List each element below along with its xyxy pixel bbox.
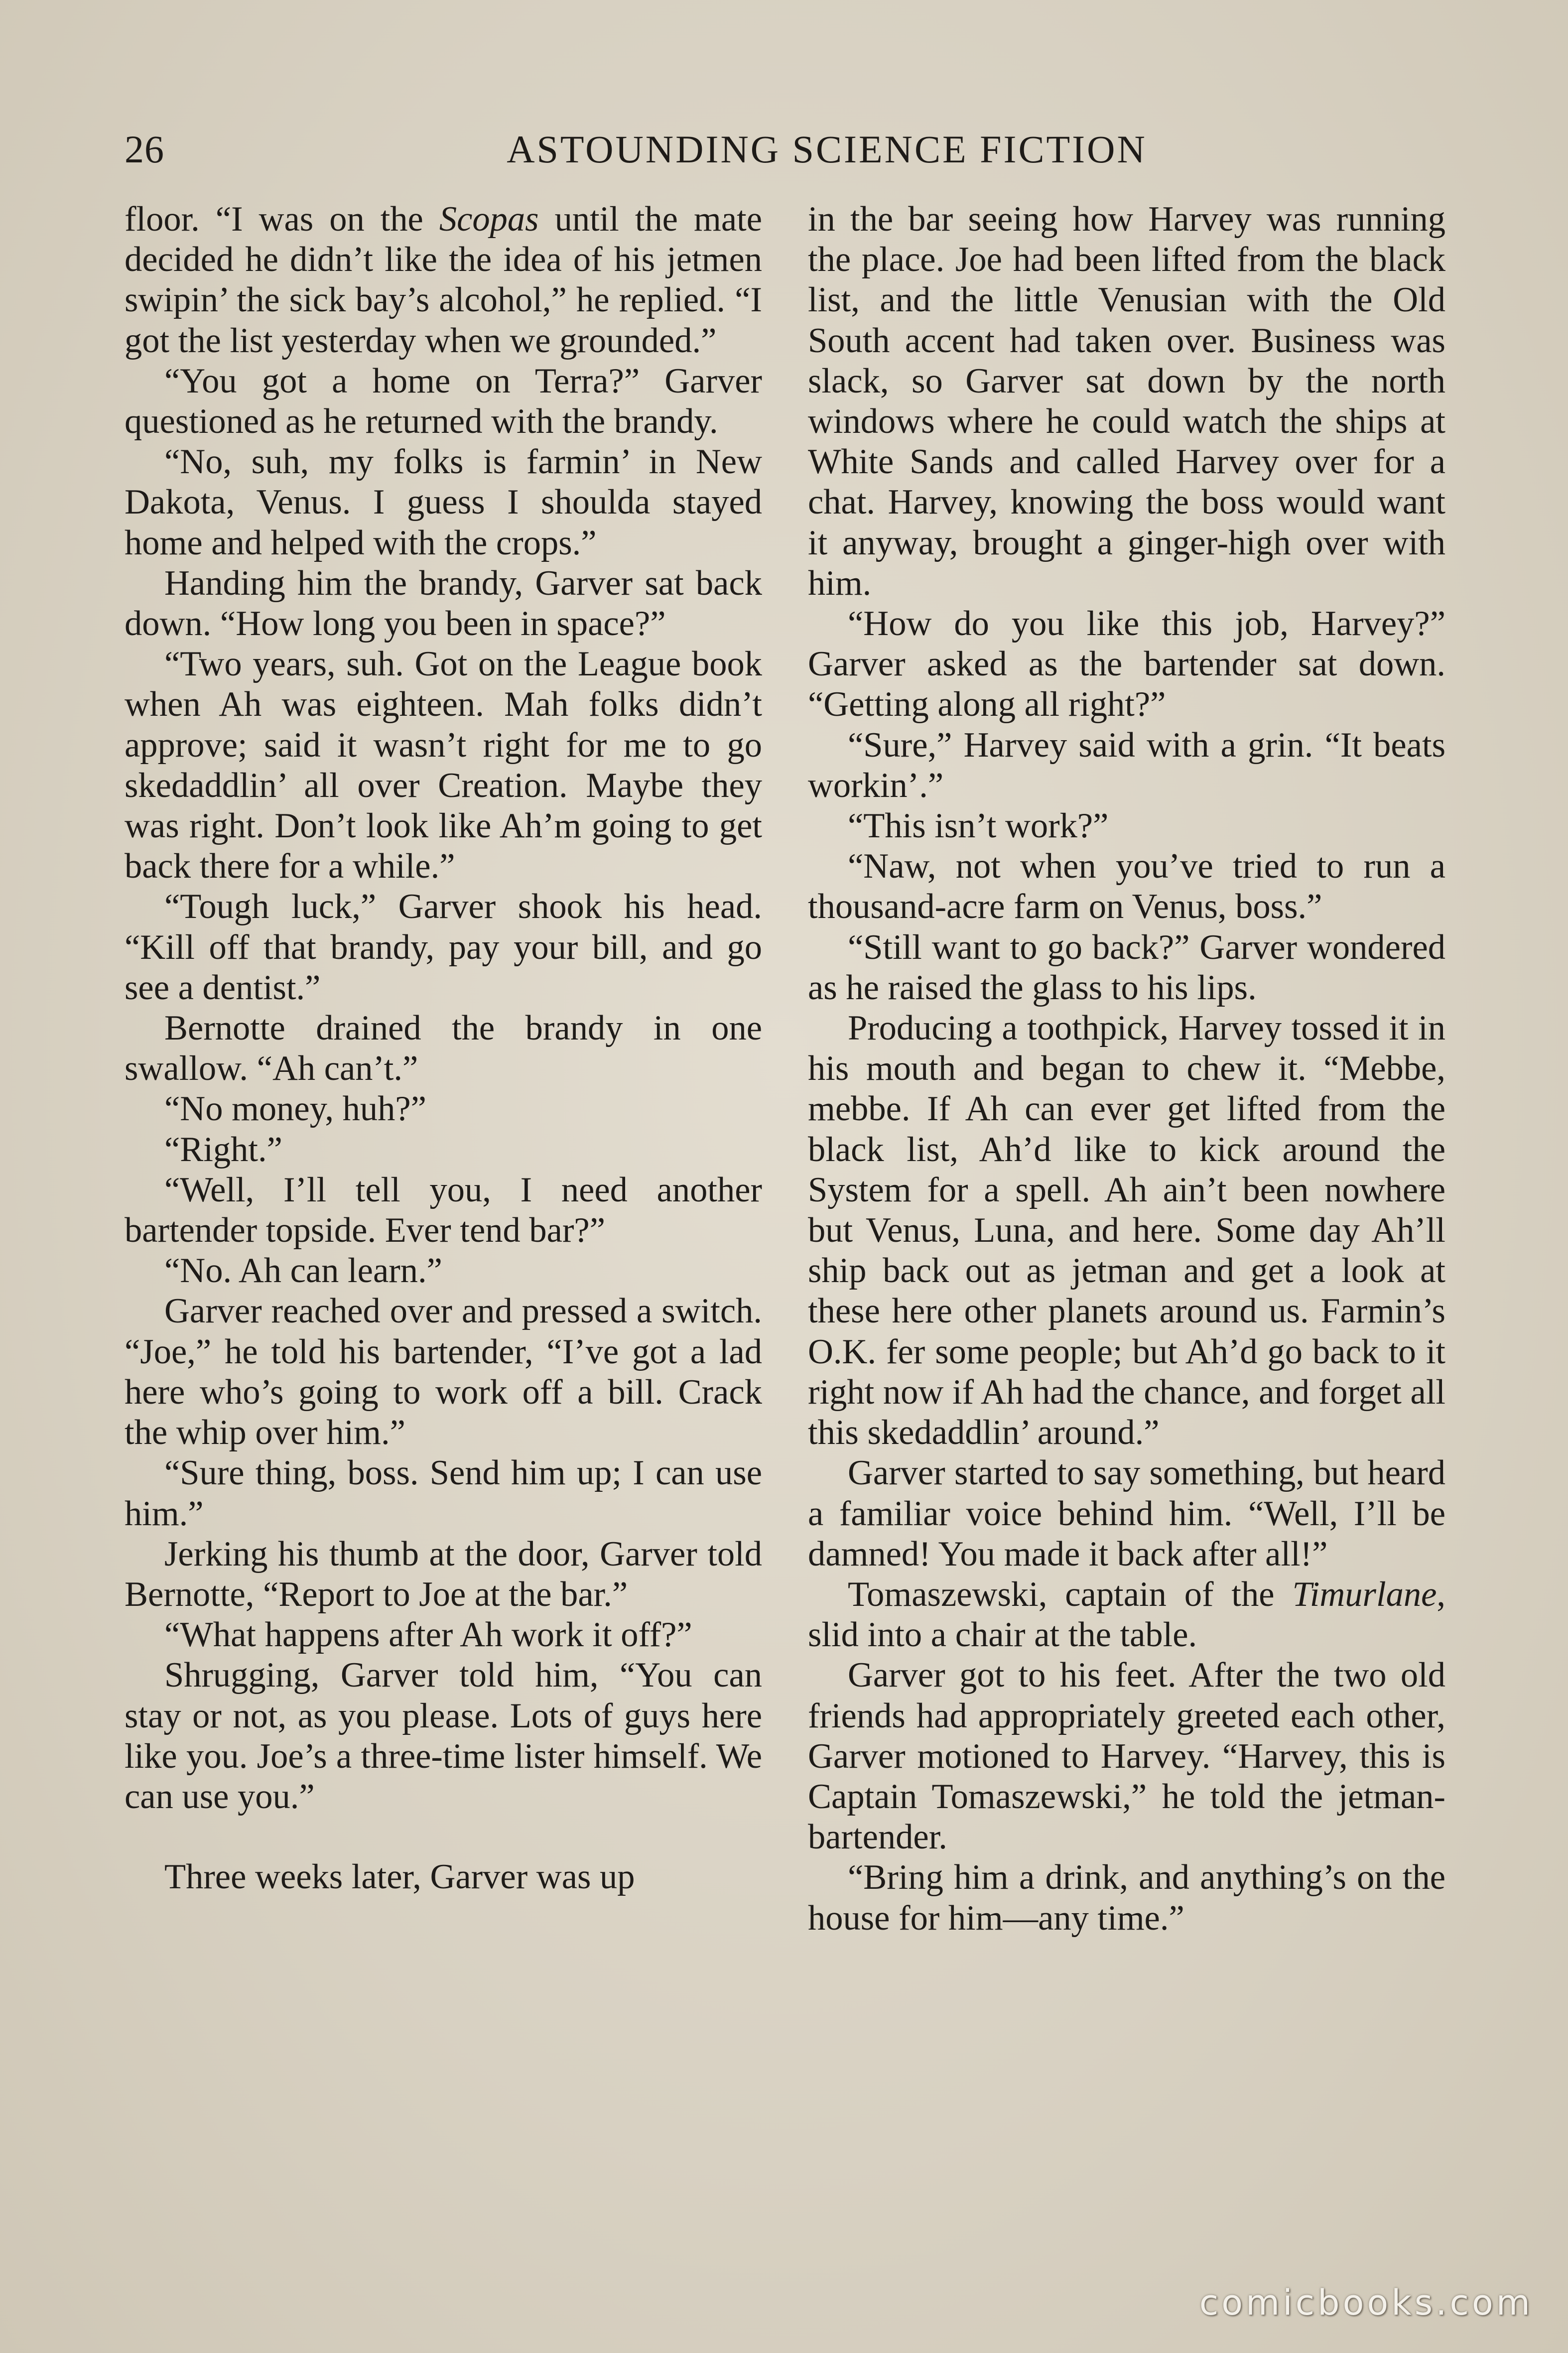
paragraph: “What happens after Ah work it off?” xyxy=(164,1615,692,1655)
paragraph: Bernotte drained the brandy in one swallow. “Ah can’t.” xyxy=(125,1009,762,1088)
paragraph: “How do you like this job, Harvey?” Garver asked as the bartender sat down. “Getting along all right?” xyxy=(808,604,1445,724)
paragraph: “Naw, not when you’ve tried to run a thousand-acre farm on Venus, boss.” xyxy=(808,847,1445,926)
paragraph: “Bring him a drink, and anything’s on the house for him—any time.” xyxy=(808,1858,1445,1938)
paragraph: Shrugging, Garver told him, “You can stay or not, as you please. Lots of guys here like you. Joe’s a three-time lister himself. We can use you.” xyxy=(125,1656,762,1816)
paragraph: Garver reached over and pressed a switch. “Joe,” he told his bartender, “I’ve got a lad here who’s going to work off a bill. Crack the whip over him.” xyxy=(125,1292,762,1452)
paragraph: “You got a home on Terra?” Garver questioned as he returned with the brandy. xyxy=(125,361,762,441)
paragraph: in the bar seeing how Harvey was running the place. Joe had been lifted from the black list, and the little Venusian with the Old South accent had taken over. Business was slack, so Garver sat down by the north windows where he could watch the ships at White Sands and called Harvey over for a chat. Harvey, knowing the boss would want it anyway, brought a ginger-high over with him. xyxy=(808,200,1445,603)
ship-name-italic: Timurlane xyxy=(1292,1574,1437,1614)
paragraph-text: , slid into a chair at the table. xyxy=(808,1574,1445,1655)
paragraph: “Two years, suh. Got on the League book when Ah was eighteen. Mah folks didn’t approve; said it wasn’t right for me to go skedaddlin’ all over Creation. Maybe they was right. Don’t look like Ah’m going to get back there for a while.” xyxy=(125,645,762,886)
paragraph: “Tough luck,” Garver shook his head. “Kill off that brandy, pay your bill, and go see a dentist.” xyxy=(125,887,762,1007)
paragraph: “No. Ah can learn.” xyxy=(164,1251,442,1291)
paragraph: “No, suh, my folks is farmin’ in New Dakota, Venus. I guess I shoulda stayed home and helped with the crops.” xyxy=(125,442,762,562)
paragraph-text: floor. “I was on the xyxy=(125,200,439,239)
paragraph: Producing a toothpick, Harvey tossed it in his mouth and began to chew it. “Mebbe, mebbe. If Ah can ever get lifted from the black list, Ah’d like to kick around the System for a spell. Ah ain’t been nowhere but Venus, Luna, and here. Some day Ah’ll ship back out as jetman and get a look at these here other planets around us. Farmin’s O.K. fer some people; but Ah’d go back to it right now if Ah had the chance, and forget all this skedaddlin’ around.” xyxy=(808,1009,1445,1452)
paragraph: “Well, I’ll tell you, I need another bartender topside. Ever tend bar?” xyxy=(125,1170,762,1250)
paragraph: “Sure,” Harvey said with a grin. “It beats workin’.” xyxy=(808,725,1445,805)
text-column-left xyxy=(125,199,762,1897)
paragraph: Jerking his thumb at the door, Garver told Bernotte, “Report to Joe at the bar.” xyxy=(125,1534,762,1614)
paragraph: Garver started to say something, but heard a familiar voice behind him. “Well, I’ll be damned! You made it back after all!” xyxy=(808,1453,1445,1573)
paragraph: Handing him the brandy, Garver sat back down. “How long you been in space?” xyxy=(125,563,762,644)
paragraph-section-break: Three weeks later, Garver was up xyxy=(164,1857,635,1897)
paragraph: Garver got to his feet. After the two old friends had appropriately greeted each other, Garver motioned to Harvey. “Harvey, this is Captain Tomaszewski,” he told the jetman-bartender. xyxy=(808,1656,1445,1857)
page-header xyxy=(125,125,1449,179)
paragraph: “Right.” xyxy=(164,1130,282,1169)
paragraph: “Sure thing, boss. Send him up; I can use him.” xyxy=(125,1453,762,1533)
text-column-right xyxy=(808,199,1445,1939)
site-watermark: comicbooks.com xyxy=(1199,2282,1533,2323)
paragraph: “Still want to go back?” Garver wondered as he raised the glass to his lips. xyxy=(808,927,1445,1007)
ship-name-italic: Scopas xyxy=(439,200,539,239)
paragraph xyxy=(125,199,762,361)
running-head: ASTOUNDING SCIENCE FICTION xyxy=(507,128,1147,171)
paragraph-text: until the mate decided he didn’t like the idea of his jetmen swipin’ the sick bay’s alcohol,” he replied. “I got the list yesterday when we grounded.” xyxy=(125,200,762,360)
paragraph xyxy=(808,1574,1445,1655)
page-number: 26 xyxy=(125,128,164,171)
paragraph-text: Tomaszewski, captain of the xyxy=(848,1574,1293,1614)
paragraph: “No money, huh?” xyxy=(164,1089,426,1129)
paragraph: “This isn’t work?” xyxy=(848,806,1109,846)
